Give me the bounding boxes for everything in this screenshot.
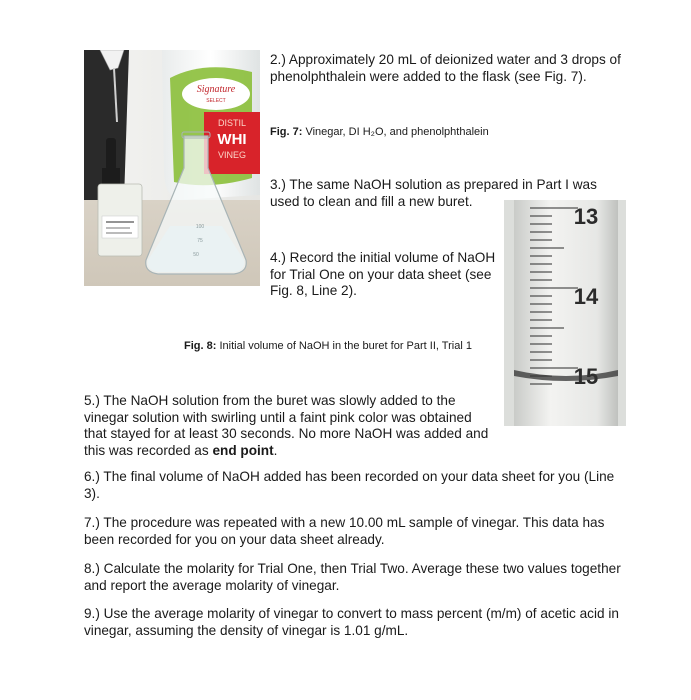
figure-7-caption-label: Fig. 7:	[270, 126, 303, 138]
figure-7-caption	[270, 125, 650, 139]
jug-label-distilled: DISTIL	[217, 118, 247, 128]
step-6-text: 6.) The final volume of NaOH added has been recorded on your data sheet for you (Line 3).	[84, 469, 615, 501]
step-8-text: 8.) Calculate the molarity for Trial One, then Trial Two. Average these two values together and report the average molarity of vinegar.	[84, 561, 621, 593]
figure-8-photo	[504, 200, 626, 426]
step-3-text: 3.) The same NaOH solution as prepared in Part I was used to clean and fill a new buret.	[270, 177, 597, 209]
jug-label-white: WHI	[217, 131, 247, 148]
jug-label-vinegar: VINEG	[217, 150, 247, 160]
step-2-text: 2.) Approximately 20 mL of deionized water and 3 drops of phenolphthalein were added to the flask (see Fig. 7).	[270, 52, 621, 84]
figure-8-caption-label: Fig. 8:	[184, 340, 217, 352]
svg-text:SELECT: SELECT	[206, 98, 226, 104]
buret-illustration	[504, 200, 626, 426]
buret-scale-14: 14	[573, 284, 599, 309]
jug-brand-label: Signature	[196, 84, 236, 95]
step-4-text: 4.) Record the initial volume of NaOH for Trial One on your data sheet (see Fig. 8, Line 2).	[270, 250, 496, 298]
end-point-term: end point	[212, 442, 274, 458]
step-5-text: 5.) The NaOH solution from the buret was slowly added to the vinegar solution with swirling until a faint pink color was obtained that stayed for at least 30 seconds. No more NaOH was added and this was recorded as end point.	[84, 393, 489, 458]
svg-text:100: 100	[195, 224, 205, 230]
figure-7-caption-text: Vinegar, DI H₂O, and phenolphthalein	[305, 126, 489, 138]
step-9-text: 9.) Use the average molarity of vinegar to convert to mass percent (m/m) of acetic acid in vinegar, assuming the density of vinegar is 1.01 g/mL.	[84, 606, 619, 638]
step-7-text: 7.) The procedure was repeated with a new 10.00 mL sample of vinegar. This data has been recorded for you on your data sheet already.	[84, 515, 605, 547]
figure-8-caption	[184, 339, 504, 353]
figure-7-photo	[84, 50, 260, 286]
svg-text:50: 50	[193, 252, 199, 258]
vinegar-flask-illustration	[84, 50, 260, 286]
buret-scale-13: 13	[573, 204, 599, 229]
svg-text:75: 75	[197, 238, 203, 244]
figure-8-caption-text: Initial volume of NaOH in the buret for Part II, Trial 1	[219, 340, 472, 352]
